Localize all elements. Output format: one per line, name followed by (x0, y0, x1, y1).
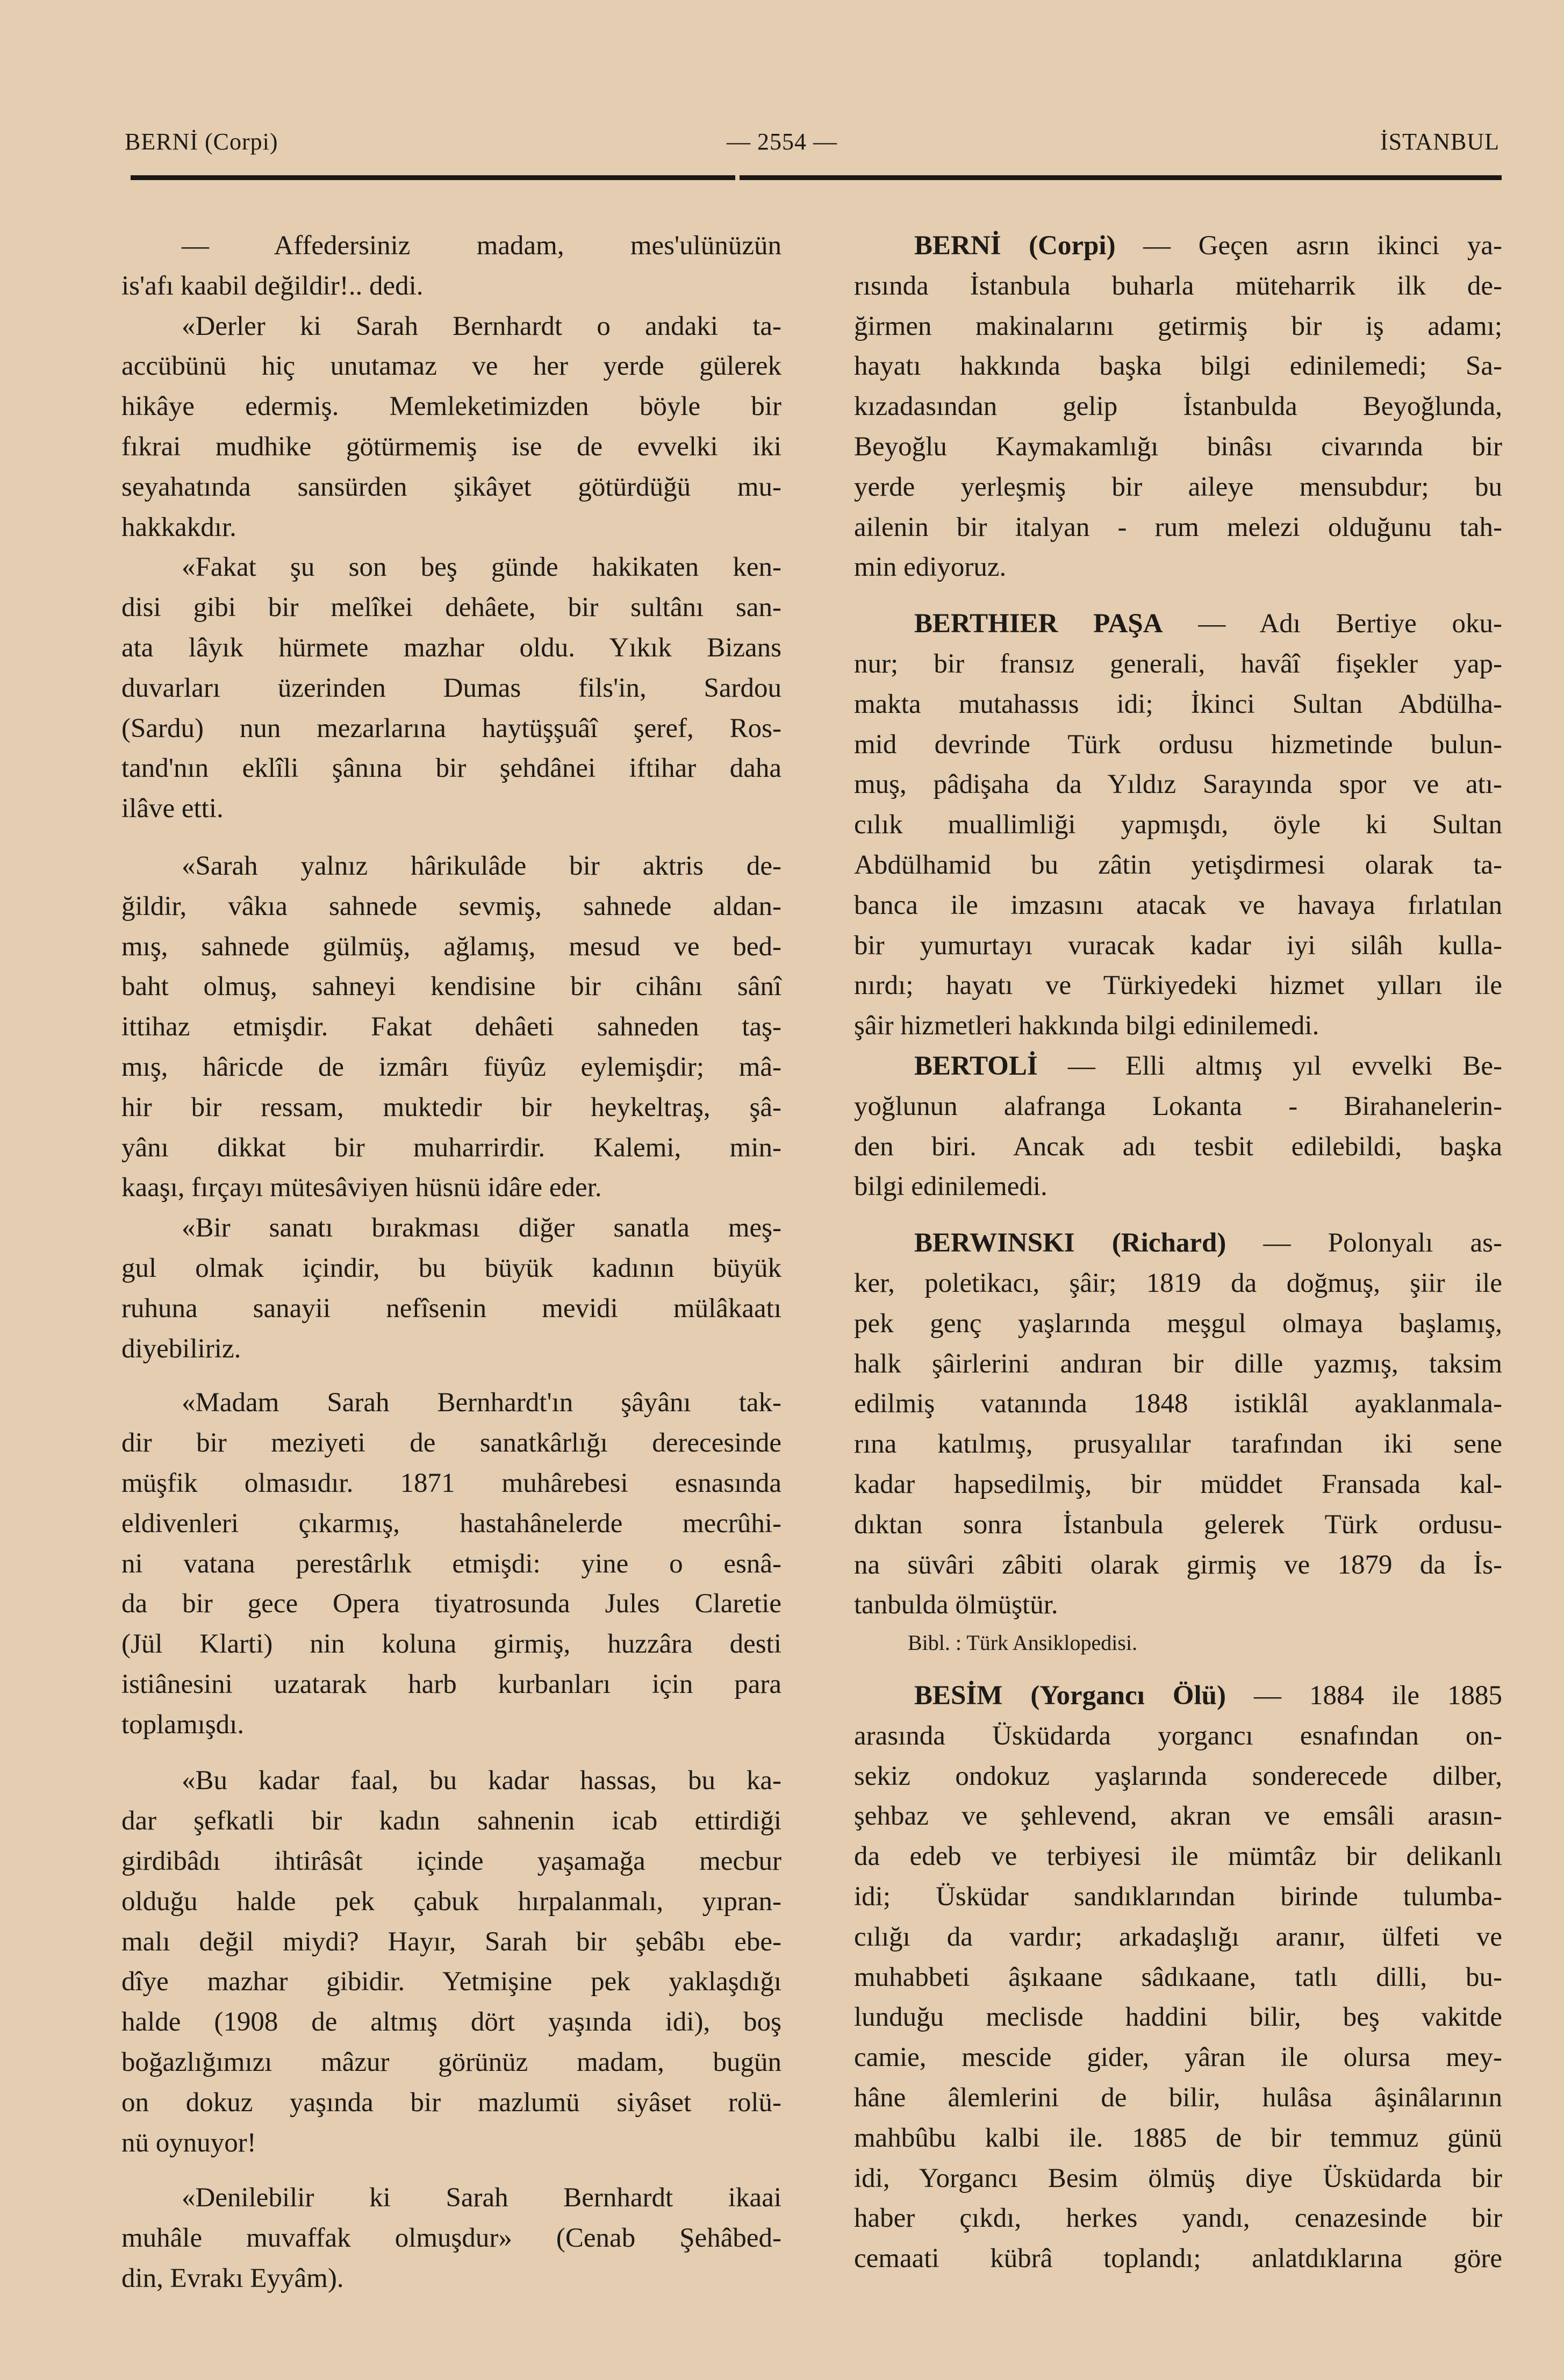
text-line: malı değil miydi? Hayır, Sarah bir şebâbı ebe- (121, 1926, 781, 1957)
text-line: rısında İstanbula buharla müteharrik ilk de- (854, 270, 1502, 301)
text-line: idi, Yorgancı Besim ölmüş diye Üsküdarda bir (854, 2163, 1502, 2193)
text-line: hâne âlemlerini de bilir, hulâsa âşinâlarının (854, 2083, 1502, 2113)
text-line: camie, mescide gider, yâran ile olursa mey- (854, 2042, 1502, 2073)
text-line (854, 604, 1502, 644)
paragraph (121, 547, 781, 829)
text-line (854, 226, 1502, 266)
text-line: nü oynuyor! (121, 2127, 256, 2158)
text-line: haber çıkdı, herkes yandı, cenazesinde bir (854, 2203, 1502, 2234)
text-line: Abdülhamid bu zâtin yetişdirmesi olarak ta- (854, 849, 1502, 880)
text-line: şâir hizmetleri hakkında bilgi edinilemedi. (854, 1011, 1319, 1041)
text-line: halde (1908 de altmış dört yaşında idi), boş (121, 2007, 781, 2038)
text-line: sekiz ondokuz yaşlarında sonderecede dilber, (854, 1761, 1502, 1791)
text-line: disi gibi bir melîkei dehâete, bir sultânı san- (121, 592, 781, 623)
text-line: da bir gece Opera tiyatrosunda Jules Claretie (121, 1589, 781, 1619)
text-line: ğildir, vâkıa sahnede sevmiş, sahnede aldan- (121, 891, 781, 921)
text-line: gul olmak içindir, bu büyük kadının büyük (121, 1253, 781, 1283)
text-line: kaaşı, fırçayı mütesâviyen hüsnü idâre eder. (121, 1173, 602, 1203)
text-line: yânı dikkat bir muharrirdir. Kalemi, min- (121, 1132, 781, 1163)
text-line: «Derler ki Sarah Bernhardt o andaki ta- (182, 311, 781, 341)
text-line: ilâve etti. (121, 794, 224, 824)
paragraph (121, 306, 781, 548)
text-line: şehbaz ve şehlevend, akran ve emsâli arasın- (854, 1801, 1502, 1832)
text-line: on dokuz yaşında bir mazlumü siyâset rolü- (121, 2087, 781, 2118)
text-line: bir yumurtayı vuracak kadar iyi silâh kulla- (854, 930, 1502, 961)
text-line: ittihaz etmişdir. Fakat dehâeti sahneden taş- (121, 1012, 781, 1042)
entry-text: — Geçen asrın ikinci ya- (1115, 231, 1503, 261)
text-line: — Affedersiniz madam, mes'ulünüzün (182, 231, 781, 261)
text-line: «Fakat şu son beş günde hakikaten ken- (182, 552, 781, 583)
text-line: kadar hapsedilmiş, bir müddet Fransada kal- (854, 1469, 1502, 1499)
text-line: tand'nın eklîli şânına bir şehdânei iftihar daha (121, 753, 781, 784)
text-line: «Bu kadar faal, bu kadar hassas, bu ka- (182, 1766, 781, 1796)
running-head-right: İSTANBUL (1380, 128, 1500, 155)
text-line: ker, poletikacı, şâir; 1819 da doğmuş, şiir ile (854, 1268, 1502, 1298)
text-line: mahbûbu kalbi ile. 1885 de bir temmuz günü (854, 2122, 1502, 2153)
text-line: «Madam Sarah Bernhardt'ın şâyânı tak- (182, 1388, 781, 1418)
text-line: fıkrai mudhike götürmemiş ise de evvelki iki (121, 431, 781, 462)
text-line: kızadasından gelip İstanbulda Beyoğlunda, (854, 391, 1502, 422)
dictionary-entry (854, 604, 1502, 1046)
paragraph (121, 226, 781, 306)
text-line: arasında Üsküdarda yorgancı esnafından on- (854, 1720, 1502, 1751)
page-number: — 2554 — (727, 128, 837, 155)
entry-headword: BESİM (Yorgancı Ölü) (914, 1681, 1226, 1711)
text-line: istiânesini uzatarak harb kurbanları için para (121, 1669, 781, 1699)
text-line: nırdı; hayatı ve Türkiyedeki hizmet yılları ile (854, 970, 1502, 1001)
text-line: min ediyoruz. (854, 552, 1007, 583)
text-line: toplamışdı. (121, 1709, 245, 1740)
text-line: den biri. Ancak adı tesbit edilebildi, başka (854, 1131, 1502, 1162)
bibliography-note: Bibl. : Türk Ansiklopedisi. (908, 1631, 1138, 1655)
entry-text: — Adı Bertiye oku- (1163, 609, 1503, 639)
text-line: hikâye edermiş. Memleketimizden böyle bir (121, 391, 781, 422)
text-line: olduğu halde pek çabuk hırpalanmalı, yıpran- (121, 1886, 781, 1917)
text-line: ruhuna sanayii nefîsenin mevidi mülâkaatı (121, 1293, 781, 1324)
text-line: «Sarah yalnız hârikulâde bir aktris de- (182, 850, 781, 881)
text-line: halk şâirlerini andıran bir dille yazmış, taksim (854, 1348, 1502, 1379)
text-line: muhabbeti âşıkaane sâdıkaane, tatlı dilli, bu- (854, 1962, 1502, 1992)
entry-text: — Polonyalı as- (1226, 1228, 1502, 1259)
text-line: mid devrinde Türk ordusu hizmetinde bulun- (854, 729, 1502, 760)
text-line: girdibâdı ihtirâsât içinde yaşamağa mecbur (121, 1846, 781, 1877)
paragraph (121, 1383, 781, 1745)
text-line: yoğlunun alafranga Lokanta - Birahanelerin- (854, 1091, 1502, 1121)
text-line: dir bir meziyeti de sanatkârlığı derecesinde (121, 1428, 781, 1459)
entry-headword: BERTOLİ (914, 1050, 1038, 1081)
text-line: yerde yerleşmiş bir aileye mensubdur; bu (854, 471, 1502, 502)
entry-text: — 1884 ile 1885 (1226, 1681, 1502, 1711)
text-line: boğazlığımızı mâzur görünüz madam, bugün (121, 2047, 781, 2078)
paragraph (121, 2178, 781, 2298)
paragraph (121, 1761, 781, 2163)
text-line (854, 1046, 1502, 1087)
text-line: edilmiş vatanında 1848 istiklâl ayaklanmala- (854, 1389, 1502, 1419)
text-line: lunduğu meclisde haddini bilir, beş vakitde (854, 2002, 1502, 2033)
text-line: seyahatında sansürden şikâyet götürdüğü mu- (121, 471, 781, 502)
text-line: «Denilebilir ki Sarah Bernhardt ikaai (182, 2183, 781, 2213)
text-line (854, 1223, 1502, 1263)
text-line: hir bir ressam, muktedir bir heykeltraş, şâ- (121, 1092, 781, 1123)
text-line: müşfik olmasıdır. 1871 muhârebesi esnasında (121, 1468, 781, 1498)
text-line: diyebiliriz. (121, 1333, 241, 1364)
text-line: (Sardu) nun mezarlarına haytüşşuâî şeref, Ros- (121, 713, 781, 744)
text-line: hayatı hakkında başka bilgi edinilemedi; Sa- (854, 351, 1502, 382)
text-line: cılık muallimliği yapmışdı, öyle ki Sultan (854, 810, 1502, 840)
entry-text: — Elli altmış yıl evvelki Be- (1037, 1050, 1502, 1081)
text-line: da edeb ve terbiyesi ile mümtâz bir delikanlı (854, 1841, 1502, 1872)
text-line: bilgi edinilemedi. (854, 1171, 1048, 1202)
text-line: tanbulda ölmüştür. (854, 1590, 1058, 1620)
text-line: na süvâri zâbiti olarak girmiş ve 1879 da İs- (854, 1549, 1502, 1580)
text-line: «Bir sanatı bırakması diğer sanatla meş- (182, 1213, 781, 1243)
text-line: din, Evrakı Eyyâm). (121, 2263, 344, 2294)
dictionary-entry (854, 1046, 1502, 1207)
header-rule-right (740, 175, 1502, 180)
text-line: dar şefkatli bir kadın sahnenin icab ettirdiği (121, 1806, 781, 1836)
text-line: dıktan sonra İstanbula gelerek Türk ordusu- (854, 1509, 1502, 1540)
entry-headword: BERTHIER PAŞA (914, 609, 1163, 639)
text-line: hakkakdır. (121, 512, 236, 542)
text-line: banca ile imzasını atacak ve havaya fırlatılan (854, 890, 1502, 920)
dictionary-entry (854, 226, 1502, 588)
text-line: is'afı kaabil değildir!.. dedi. (121, 270, 424, 301)
text-line: pek genç yaşlarında meşgul olmaya başlamış, (854, 1308, 1502, 1339)
text-line: idi; Üsküdar sandıklarından birinde tulumba- (854, 1882, 1502, 1912)
text-line: ailenin bir italyan - rum melezi olduğunu tah- (854, 512, 1502, 542)
text-line: cemaati kübrâ toplandı; anlatdıklarına göre (854, 2243, 1502, 2274)
dictionary-entry (854, 1676, 1502, 2279)
text-line: (Jül Klarti) nin koluna girmiş, huzzâra desti (121, 1629, 781, 1660)
text-line: muş, pâdişaha da Yıldız Sarayında spor ve atı- (854, 769, 1502, 800)
header-rule-left (131, 175, 735, 180)
text-line: ata lâyık hürmete mazhar oldu. Yıkık Bizans (121, 632, 781, 663)
text-line: rına katılmış, prusyalılar tarafından iki sene (854, 1429, 1502, 1460)
paragraph (121, 1208, 781, 1369)
text-line (854, 1676, 1502, 1716)
left-column (121, 226, 781, 2299)
text-line: accübünü hiç unutamaz ve her yerde gülerek (121, 351, 781, 382)
text-line: nur; bir fransız generali, havâî fişekler yap- (854, 648, 1502, 679)
running-head-left: BERNİ (Corpi) (125, 128, 278, 155)
text-line: ğirmen makinalarını getirmiş bir iş adamı; (854, 311, 1502, 341)
text-line: mış, hâricde de izmârı füyûz eylemişdir; mâ- (121, 1052, 781, 1082)
text-line: muhâle muvaffak olmuşdur» (Cenab Şehâbed- (121, 2223, 781, 2254)
text-line: eldivenleri çıkarmış, hastahânelerde mecrûhi- (121, 1508, 781, 1539)
paragraph (121, 846, 781, 1208)
right-column (854, 226, 1502, 2279)
dictionary-entry (854, 1223, 1502, 1661)
text-line: duvarları üzerinden Dumas fils'in, Sardou (121, 673, 781, 703)
text-line: ni vatana perestârlık etmişdi: yine o esnâ- (121, 1548, 781, 1579)
text-line: baht olmuş, sahneyi kendisine bir cihânı sânî (121, 971, 781, 1002)
text-line: makta mutahassıs idi; İkinci Sultan Abdülha- (854, 689, 1502, 719)
text-line: dîye mazhar gibidir. Yetmişine pek yaklaşdığı (121, 1967, 781, 1997)
text-line: cılığı da vardır; arkadaşlığı aranır, ülfeti ve (854, 1921, 1502, 1952)
entry-headword: BERNİ (Corpi) (914, 231, 1116, 261)
text-line: mış, sahnede gülmüş, ağlamış, mesud ve bed- (121, 931, 781, 962)
text-line: Beyoğlu Kaymakamlığı binâsı civarında bir (854, 431, 1502, 462)
entry-headword: BERWINSKI (Richard) (914, 1228, 1226, 1259)
